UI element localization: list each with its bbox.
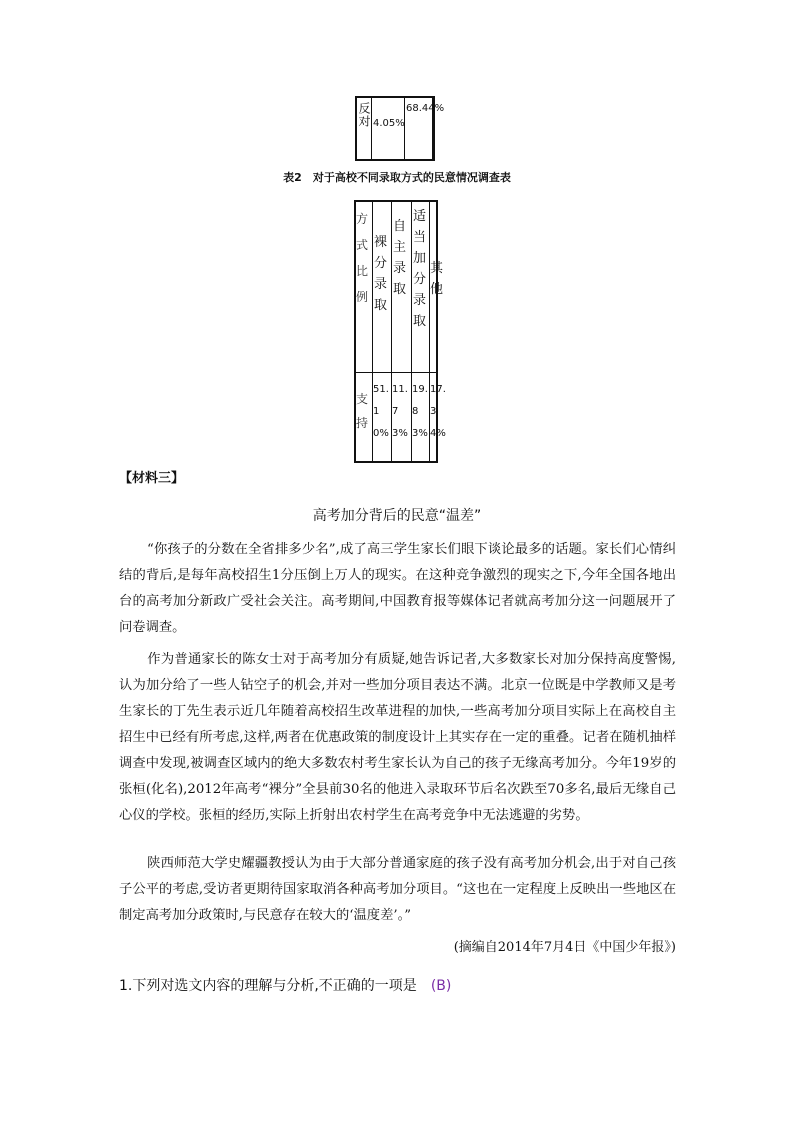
table-2-header-cell xyxy=(429,202,444,372)
table-1-row-label-cell xyxy=(357,98,372,159)
table-2-header-row xyxy=(356,202,444,373)
table-1-value: 4.05% xyxy=(373,118,405,129)
table-2-value: 11.73% xyxy=(392,384,408,439)
answer-label: (B) xyxy=(430,978,452,994)
table-2-value: 51.10% xyxy=(373,384,389,439)
source-citation: (摘编自2014年7月4日《中国少年报》) xyxy=(453,940,676,955)
table-2-value-row xyxy=(356,373,446,461)
table-2-header-partial: 方式比例 xyxy=(356,212,369,304)
table-2-header-cell xyxy=(411,202,430,372)
table-1-row-label: 反对 xyxy=(357,102,371,128)
table-2-value-cell xyxy=(372,373,392,461)
table-1-value-cell xyxy=(371,98,405,159)
article-title: 高考加分背后的民意“温差” xyxy=(312,508,482,524)
table-2 xyxy=(354,200,446,463)
table-1-partial xyxy=(355,96,445,161)
section-heading: 【材料三】 xyxy=(119,471,185,486)
table-2-header-cell xyxy=(372,202,392,372)
table-2-header-cell xyxy=(391,202,412,372)
table-2-header-corner xyxy=(356,202,373,372)
table-2-value-cell xyxy=(429,373,446,461)
paragraph-text: 作为普通家长的陈女士对于高考加分有质疑,她告诉记者,大多数家长对加分保持高度警惕,认为加分给了一些人钻空子的机会,并对一些加分项目表达不满。北京一位既是中学教师又是考生家长的丁先生表示近几年随着高校招生改革进程的加快,一些高考加分项目实际上在高校自主招生中已经有所考虑,这样,两者在优惠政策的制度设计上其实存在一定的重叠。记者在随机抽样调查中发现,被调查区域内的绝大多数农村考生家长认为自己的孩子无缘高考加分。今年19岁的张桓(化名),2012年高考“裸分”全县前30名的他进入录取环节后名次跌至70多名,最后无缘自己心仪的学校。张桓的经历,实际上折射出农村学生在高考竞争中无法逃避的劣势。 xyxy=(119,652,676,823)
question xyxy=(119,975,451,995)
paragraph xyxy=(119,537,676,641)
table-2-method: 其他 xyxy=(430,261,444,297)
table-2-row-label-partial: 支持 xyxy=(356,392,369,430)
table-2-method: 裸分录取 xyxy=(374,235,388,313)
table-2-caption: 表2 对于高校不同录取方式的民意情况调查表 xyxy=(283,171,511,184)
table-2-value: 19.83% xyxy=(412,384,428,439)
table-2-method: 自主录取 xyxy=(393,219,407,297)
table-2-value: 17.34% xyxy=(430,384,446,439)
table-2-row-label-cell xyxy=(356,373,373,461)
table-2-method: 适当加分录取 xyxy=(413,209,427,329)
question-text: 1.下列对选文内容的理解与分析,不正确的一项是 xyxy=(119,978,417,994)
table-2-value-cell xyxy=(411,373,430,461)
paragraph-text: “你孩子的分数在全省排多少名”,成了高三学生家长们眼下谈论最多的话题。家长们心情纠结的背后,是每年高校招生1分压倒上万人的现实。在这种竞争激烈的现实之下,今年全国各地出台的高考加分新政广受社会关注。高考期间,中国教育报等媒体记者就高考加分这一问题展开了问卷调查。 xyxy=(119,542,676,635)
paragraph xyxy=(119,647,676,829)
paragraph xyxy=(119,851,676,929)
paragraph-text: 陕西师范大学史耀疆教授认为由于大部分普通家庭的孩子没有高考加分机会,出于对自己孩子公平的考虑,受访者更期待国家取消各种高考加分项目。“这也在一定程度上反映出一些地区在制定高考加分政策时,与民意存在较大的‘温度差’。” xyxy=(119,856,676,923)
table-1-value: 68.44% xyxy=(406,103,445,114)
table-1-value-cell xyxy=(404,98,445,159)
table-2-value-cell xyxy=(391,373,412,461)
